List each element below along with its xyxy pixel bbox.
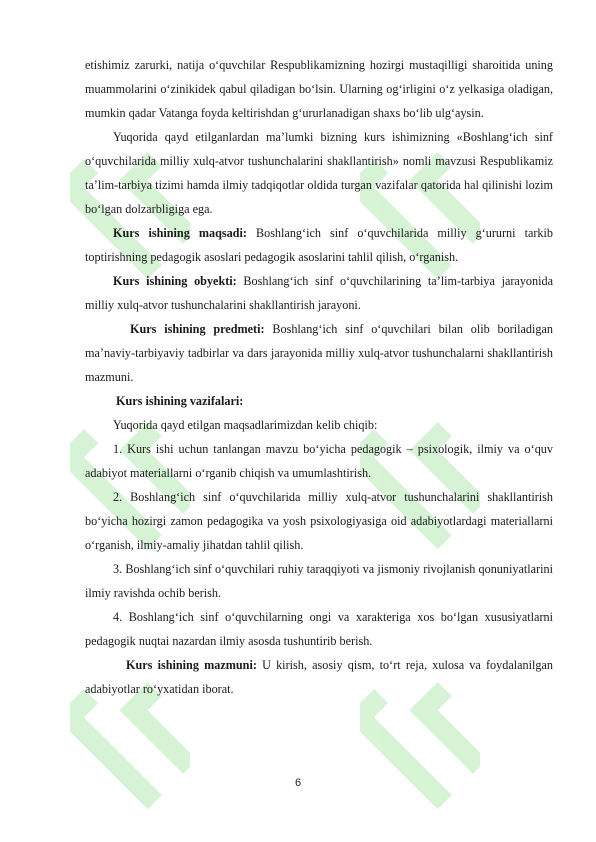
object-text: Boshlang‘ich sinf o‘quvchilarining ta’lim-tarbiya jarayonida milliy xulq-atvor tushunchalarini shakllantirish jarayoni. — [85, 274, 553, 312]
paragraph-intro-continuation: etishimiz zarurki, natija o‘quvchilar Respublikamizning hozirgi mustaqilligi sharoitida uning muammolarini o‘zinikidek qabul qiladigan bo‘lsin. Ularning og‘irligini o‘z yelkasiga oladigan, mumkin qadar Vatanga foyda keltirishdan g‘ururlanadigan shaxs bo‘lib ulg‘aysin. — [85, 58, 553, 120]
subject-label: Kurs ishining predmeti: — [130, 322, 265, 336]
paragraph-tasks-heading — [85, 389, 553, 413]
content-text: U kirish, asosiy qism, to‘rt reja, xulosa va foydalanilgan adabiyotlar ro‘yxatidan iborat. — [85, 658, 553, 696]
list-item-task-3: 3. Boshlang‘ich sinf o‘quvchilari ruhiy taraqqiyoti va jismoniy rivojlanish qonuniyatlarini ilmiy ravishda ochib berish. — [85, 562, 553, 600]
paragraph-subject — [85, 317, 553, 389]
paragraph-tasks-intro: Yuqorida qayd etilgan maqsadlarimizdan kelib chiqib: — [113, 418, 378, 432]
paragraph-goal — [85, 221, 553, 269]
goal-text: Boshlang‘ich sinf o‘quvchilarida milliy g‘ururni tarkib toptirishning pedagogik asoslari pedagogik asoslarini tahlil qilish, o‘rganish. — [85, 226, 553, 264]
list-item-task-1: 1. Kurs ishi uchun tanlangan mavzu bo‘yicha pedagogik – psixologik, ilmiy va o‘quv adabiyot materiallarni o‘rganib chiqish va umumlashtirish. — [85, 442, 553, 480]
page-number: 6 — [294, 777, 302, 789]
list-item-task-2: 2. Boshlang‘ich sinf o‘quvchilarida milliy xulq-atvor tushunchalarini shakllantirish bo‘yicha hozirgi zamon pedagogika va yosh psixologiyasiga oid adabiyotlardagi materiallarni o‘rganish, ilmiy-amaliy jihatdan tahlil qilish. — [85, 490, 553, 552]
object-label: Kurs ishining obyekti: — [113, 274, 237, 288]
subject-text: Boshlang‘ich sinf o‘quvchilari bilan olib boriladigan ma’naviy-tarbiyaviy tadbirlar va dars jarayonida milliy xulq-atvor tushunchalarni shakllantirish mazmuni. — [85, 322, 553, 384]
paragraph-topic-relevance: Yuqorida qayd etilganlardan ma’lumki bizning kurs ishimizning «Boshlang‘ich sinf o‘quvchilarida milliy xulq-atvor tushunchalarini shakllantirish» nomli mavzusi Respublikamiz ta’lim-tarbiya tizimi hamda ilmiy tadqiqotlar oldida turgan vazifalar qatorida hal qilinishi lozim bo‘lgan dolzarbligiga ega. — [85, 130, 553, 216]
document-body — [85, 53, 553, 701]
paragraph-object — [85, 269, 553, 317]
paragraph-content — [85, 653, 553, 701]
goal-label: Kurs ishining maqsadi: — [113, 226, 247, 240]
content-label: Kurs ishining mazmuni: — [126, 658, 257, 672]
tasks-label: Kurs ishining vazifalari: — [116, 394, 244, 408]
list-item-task-4: 4. Boshlang‘ich sinf o‘quvchilarning ongi va xarakteriga xos bo‘lgan xususiyatlarni pedagogik nuqtai nazardan ilmiy asosda tushuntirib berish. — [85, 610, 553, 648]
